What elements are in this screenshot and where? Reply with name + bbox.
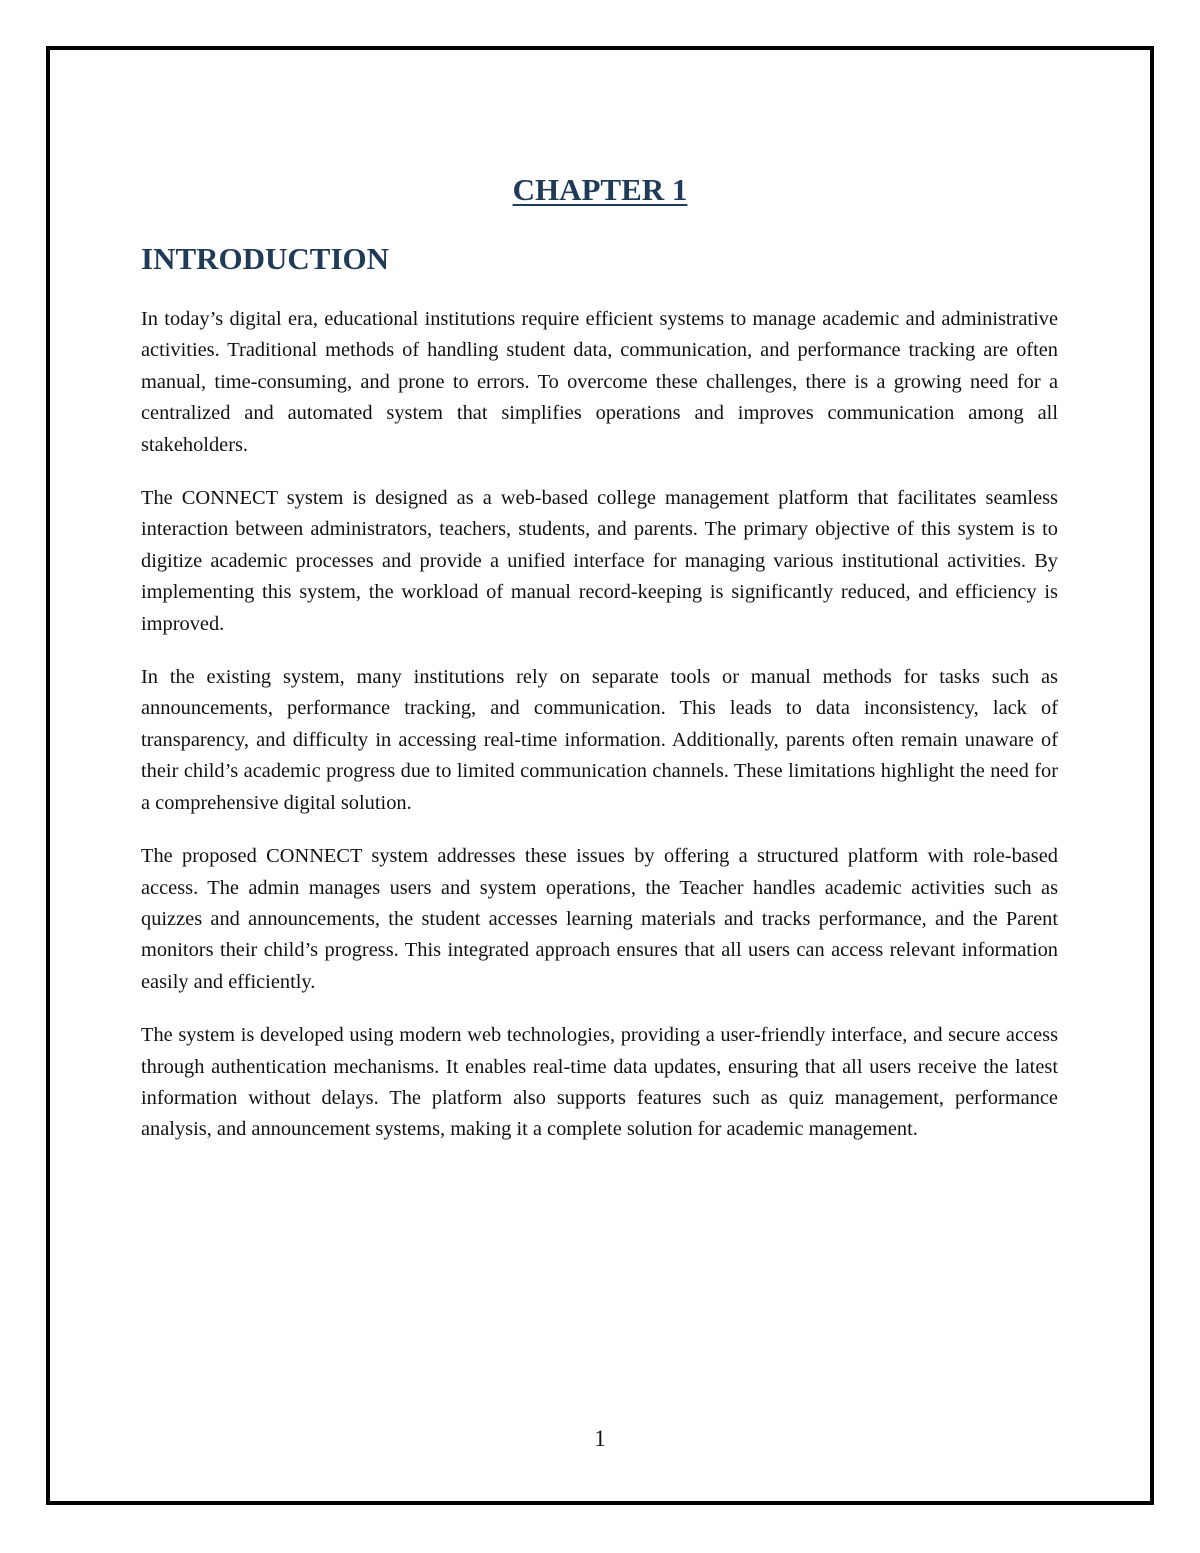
chapter-title: CHAPTER 1 — [512, 172, 688, 207]
section-title: INTRODUCTION — [141, 241, 390, 276]
paragraph-2: The CONNECT system is designed as a web-based college management platform that facilitates seamless interaction between administrators, teachers, students, and parents. The primary objective of this system is to digitize academic processes and provide a unified interface for managing various institutional activities. By implementing this system, the workload of manual record-keeping is significantly reduced, and efficiency is improved. — [141, 487, 1058, 635]
paragraph-1: In today’s digital era, educational institutions require efficient systems to manage academic and administrative activities. Traditional methods of handling student data, communication, and performance tracking are often manual, time-consuming, and prone to errors. To overcome these challenges, there is a growing need for a centralized and automated system that simplifies operations and improves communication among all stakeholders. — [141, 308, 1058, 456]
paragraph-4: The proposed CONNECT system addresses these issues by offering a structured platform with role-based access. The admin manages users and system operations, the Teacher handles academic activities such as quizzes and announcements, the student accesses learning materials and tracks performance, and the Parent monitors their child’s progress. This integrated approach ensures that all users can access relevant information easily and efficiently. — [141, 845, 1058, 993]
page-number: 1 — [594, 1426, 606, 1451]
paragraph-3: In the existing system, many institutions rely on separate tools or manual methods for tasks such as announcements, performance tracking, and communication. This leads to data inconsistency, lack of transparency, and difficulty in accessing real-time information. Additionally, parents often remain unaware of their child’s academic progress due to limited communication channels. These limitations highlight the need for a comprehensive digital solution. — [141, 666, 1058, 814]
paragraph-5: The system is developed using modern web technologies, providing a user-friendly interface, and secure access through authentication mechanisms. It enables real-time data updates, ensuring that all users receive the latest information without delays. The platform also supports features such as quiz management, performance analysis, and announcement systems, making it a complete solution for academic management. — [141, 1024, 1058, 1141]
body-text — [141, 304, 1058, 1168]
